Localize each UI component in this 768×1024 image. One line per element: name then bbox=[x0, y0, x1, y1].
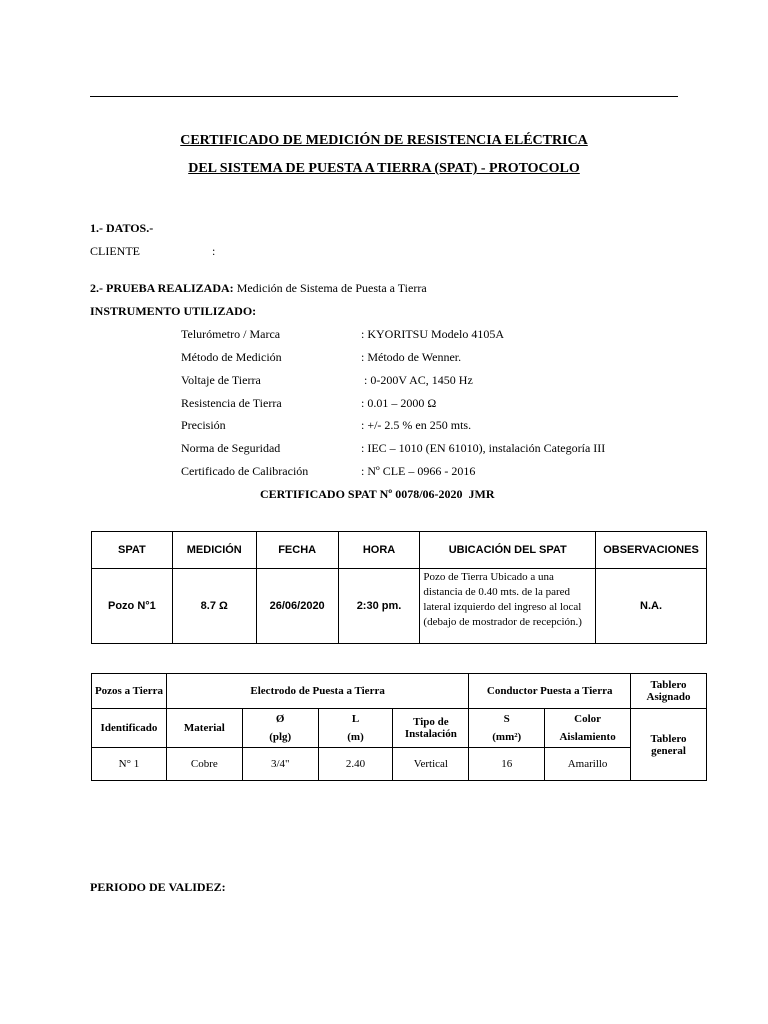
header-seccion-unit: (mm²) bbox=[492, 731, 522, 743]
certificate-number: CERTIFICADO SPAT Nº 0078/06-2020 JMR bbox=[260, 487, 495, 501]
header-diametro-unit: (plg) bbox=[269, 731, 292, 743]
header-color bbox=[545, 709, 631, 748]
header-longitud bbox=[318, 709, 393, 748]
section-2-heading-bold: 2.- PRUEBA REALIZADA: bbox=[90, 281, 234, 295]
group-conductor: Conductor Puesta a Tierra bbox=[469, 674, 631, 709]
header-rule bbox=[90, 96, 678, 97]
cell-color: Amarillo bbox=[545, 748, 631, 781]
header-spat: SPAT bbox=[92, 532, 173, 569]
table-header-row bbox=[92, 532, 707, 569]
measurement-table bbox=[91, 531, 707, 644]
header-longitud-symbol: L bbox=[351, 713, 360, 725]
document-title-line-1: CERTIFICADO DE MEDICIÓN DE RESISTENCIA ELÉCTRICA bbox=[180, 133, 588, 148]
client-separator: : bbox=[212, 244, 216, 258]
spec-label: Voltaje de Tierra bbox=[181, 373, 261, 387]
header-seccion-symbol: S bbox=[503, 713, 510, 725]
header-diametro-symbol: Ø bbox=[275, 713, 285, 725]
header-tipo: Tipo de Instalación bbox=[393, 709, 469, 748]
group-electrodo: Electrodo de Puesta a Tierra bbox=[166, 674, 468, 709]
header-observaciones: OBSERVACIONES bbox=[596, 532, 707, 569]
header-identificado: Identificado bbox=[92, 709, 167, 748]
header-color-bottom: Aislamiento bbox=[559, 731, 616, 743]
header-fecha: FECHA bbox=[256, 532, 338, 569]
spec-value: : IEC – 1010 (EN 61010), instalación Categoría III bbox=[361, 441, 606, 455]
cell-fecha: 26/06/2020 bbox=[256, 569, 338, 644]
cell-seccion: 16 bbox=[469, 748, 545, 781]
cell-material: Cobre bbox=[166, 748, 242, 781]
spec-value: : 0.01 – 2000 Ω bbox=[361, 396, 437, 410]
spec-label: Resistencia de Tierra bbox=[181, 396, 282, 410]
client-label: CLIENTE bbox=[90, 244, 140, 258]
cell-ubicacion: Pozo de Tierra Ubicado a una distancia de 0.40 mts. de la pared lateral izquierdo del ingreso al local (debajo de mostrador de recepción.) bbox=[420, 569, 596, 644]
spec-label: Método de Medición bbox=[181, 350, 282, 364]
cell-spat: Pozo N°1 bbox=[92, 569, 173, 644]
instrument-heading: INSTRUMENTO UTILIZADO: bbox=[90, 304, 257, 318]
cell-tipo: Vertical bbox=[393, 748, 469, 781]
cell-longitud: 2.40 bbox=[318, 748, 393, 781]
spec-label: Norma de Seguridad bbox=[181, 441, 281, 455]
table-group-header-row bbox=[92, 674, 707, 709]
header-ubicacion: UBICACIÓN DEL SPAT bbox=[420, 532, 596, 569]
document-title-line-2: DEL SISTEMA DE PUESTA A TIERRA (SPAT) - PROTOCOLO bbox=[188, 161, 580, 176]
group-pozos: Pozos a Tierra bbox=[92, 674, 167, 709]
spec-label: Telurómetro / Marca bbox=[181, 327, 281, 341]
table-row bbox=[92, 748, 707, 781]
group-tablero: Tablero Asignado bbox=[631, 674, 707, 709]
spec-label: Precisión bbox=[181, 418, 226, 432]
electrode-table bbox=[91, 673, 707, 781]
cell-medicion: 8.7 Ω bbox=[172, 569, 256, 644]
spec-value: : Nº CLE – 0966 - 2016 bbox=[361, 464, 476, 478]
header-diametro bbox=[242, 709, 318, 748]
cell-hora: 2:30 pm. bbox=[338, 569, 420, 644]
spec-value: : +/- 2.5 % en 250 mts. bbox=[361, 418, 472, 432]
cell-tablero: Tablero general bbox=[631, 709, 707, 781]
header-hora: HORA bbox=[338, 532, 420, 569]
spec-value: : 0-200V AC, 1450 Hz bbox=[361, 373, 473, 387]
validity-label: PERIODO DE VALIDEZ: bbox=[90, 880, 226, 894]
header-longitud-unit: (m) bbox=[347, 731, 364, 743]
spec-label: Certificado de Calibración bbox=[181, 464, 309, 478]
cell-diametro: 3/4" bbox=[242, 748, 318, 781]
spec-value: : Método de Wenner. bbox=[361, 350, 462, 364]
spec-value: : KYORITSU Modelo 4105A bbox=[361, 327, 504, 341]
section-2-heading bbox=[90, 281, 427, 296]
table-row bbox=[92, 569, 707, 644]
header-color-top: Color bbox=[574, 713, 602, 725]
header-seccion bbox=[469, 709, 545, 748]
cell-identificado: N° 1 bbox=[92, 748, 167, 781]
cell-observaciones: N.A. bbox=[596, 569, 707, 644]
section-1-heading: 1.- DATOS.- bbox=[90, 221, 154, 235]
section-2-heading-text: Medición de Sistema de Puesta a Tierra bbox=[233, 281, 427, 295]
header-material: Material bbox=[166, 709, 242, 748]
header-medicion: MEDICIÓN bbox=[172, 532, 256, 569]
table-header-row bbox=[92, 709, 707, 748]
